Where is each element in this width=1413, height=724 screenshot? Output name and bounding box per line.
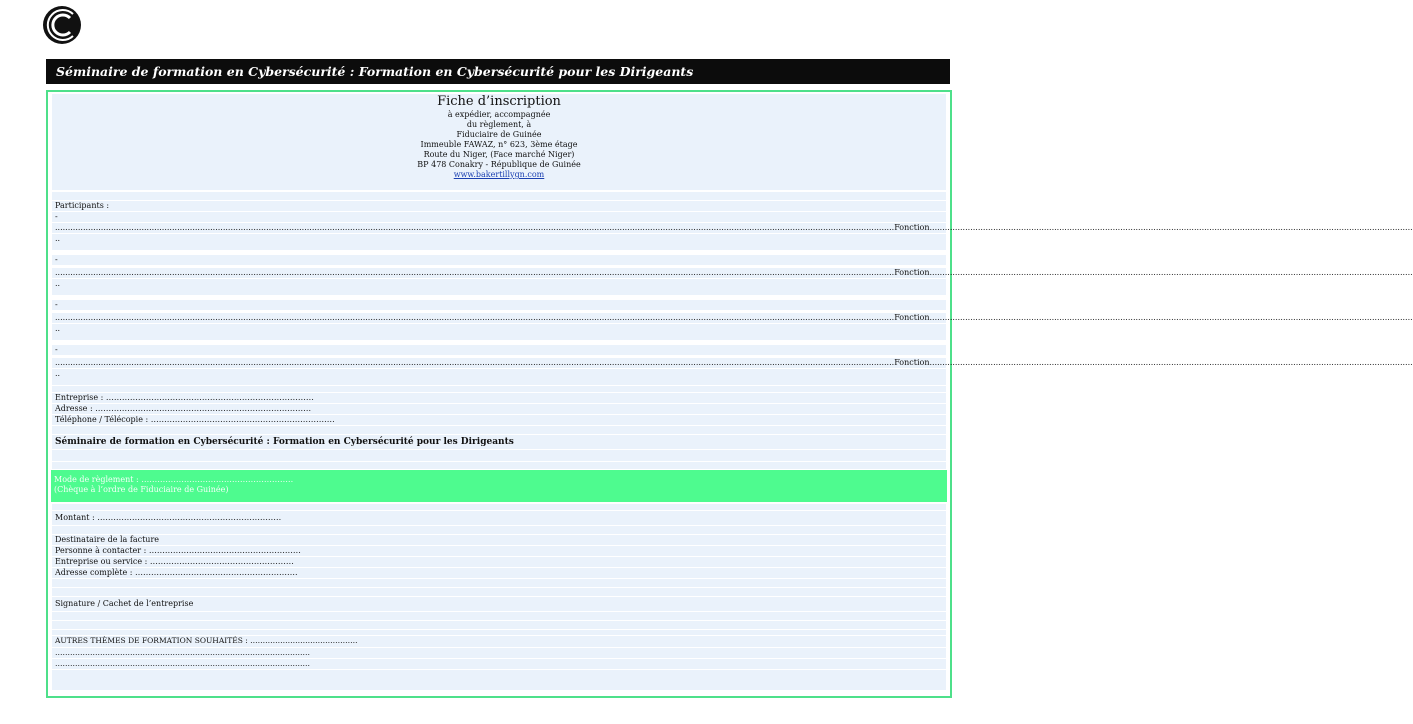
facture-service: Entreprise ou service : ……………………………………………… bbox=[52, 557, 946, 567]
page-banner: Séminaire de formation en Cybersécurité : Formation en Cybersécurité pour les Dirigeants bbox=[46, 59, 950, 84]
facture-adresse: Adresse complète : ……………………………………………………. bbox=[52, 568, 946, 578]
montant-field: Montant : …………………………………………………………… bbox=[52, 511, 946, 525]
facture-contact: Personne à contacter : ………………………………………………… bbox=[52, 546, 946, 556]
header-line: BP 478 Conakry - République de Guinée bbox=[417, 160, 581, 169]
header-line: Route du Niger, (Face marché Niger) bbox=[423, 150, 575, 159]
header-line: Fiduciaire de Guinée bbox=[456, 130, 542, 139]
spacer-row bbox=[52, 192, 946, 200]
spacer-row bbox=[52, 612, 946, 620]
participant-tail: .. bbox=[52, 279, 946, 295]
website-link[interactable]: www.bakertillygn.com bbox=[453, 170, 545, 179]
participant-dash: - bbox=[52, 300, 946, 310]
spacer-row bbox=[52, 386, 946, 392]
participant-line: .......................................................................................................................................................................................................................................................................................................................................... Fonction .............................................................................................................................................................................................. bbox=[52, 358, 946, 368]
header-line: Immeuble FAWAZ, n° 623, 3ème étage bbox=[420, 140, 578, 149]
seminar-title: Séminaire de formation en Cybersécurité : Formation en Cybersécurité pour les Dirigeants bbox=[52, 435, 946, 449]
participant-dash: - bbox=[52, 255, 946, 265]
participant-tail: .. bbox=[52, 234, 946, 250]
telephone-field: Téléphone / Télécopie : …………………………………………………………… bbox=[52, 415, 946, 425]
form-header bbox=[52, 94, 946, 190]
participant-tail: .. bbox=[52, 324, 946, 340]
registration-form bbox=[46, 90, 1413, 698]
fonction-label: Fonction bbox=[894, 313, 930, 322]
fonction-label: Fonction bbox=[894, 358, 930, 367]
spacer-row bbox=[52, 504, 946, 510]
spacer-row bbox=[52, 588, 946, 596]
header-line: à expédier, accompagnée bbox=[447, 110, 551, 119]
signature-label: Signature / Cachet de l’entreprise bbox=[52, 597, 946, 611]
fonction-label: Fonction bbox=[894, 223, 930, 232]
spacer-row bbox=[52, 621, 946, 629]
autres-themes-label: AUTRES THÈMES DE FORMATION SOUHAITÉS : ……………………………………. bbox=[52, 636, 946, 647]
participant-dash: - bbox=[52, 212, 946, 222]
spacer-row bbox=[52, 450, 946, 461]
payment-cheque-note: (Chèque à l’ordre de Fiduciaire de Guinée) bbox=[54, 485, 229, 494]
payment-mode: Mode de règlement : ………………………………………………… bbox=[54, 475, 294, 484]
form-title: Fiche d’inscription bbox=[437, 94, 561, 109]
payment-block bbox=[51, 470, 947, 502]
participant-tail: .. bbox=[52, 369, 946, 385]
spacer-row bbox=[52, 579, 946, 587]
header-line: du règlement, à bbox=[466, 120, 532, 129]
participant-dash: - bbox=[52, 345, 946, 355]
adresse-field: Adresse : ……………………………………………………………………… bbox=[52, 404, 946, 414]
entreprise-field: Entreprise : …………………………………………………………………… bbox=[52, 393, 946, 403]
facture-title: Destinataire de la facture bbox=[52, 535, 946, 545]
spacer-row bbox=[52, 426, 946, 434]
participant-line: .......................................................................................................................................................................................................................................................................................................................................... Fonction .............................................................................................................................................................................................. bbox=[52, 223, 946, 233]
participants-label: Participants : bbox=[52, 201, 946, 211]
fonction-label: Fonction bbox=[894, 268, 930, 277]
autres-themes-line: ………………………………………………………………………………………… bbox=[52, 659, 946, 669]
participant-line: .......................................................................................................................................................................................................................................................................................................................................... Fonction .............................................................................................................................................................................................. bbox=[52, 268, 946, 278]
spacer-row bbox=[52, 630, 946, 635]
spacer-row bbox=[52, 526, 946, 534]
spacer-row bbox=[52, 670, 946, 690]
company-logo bbox=[42, 5, 84, 45]
autres-themes-line: ………………………………………………………………………………………… bbox=[52, 648, 946, 658]
spacer-row bbox=[52, 462, 946, 469]
participant-line: .......................................................................................................................................................................................................................................................................................................................................... Fonction .............................................................................................................................................................................................. bbox=[52, 313, 946, 323]
